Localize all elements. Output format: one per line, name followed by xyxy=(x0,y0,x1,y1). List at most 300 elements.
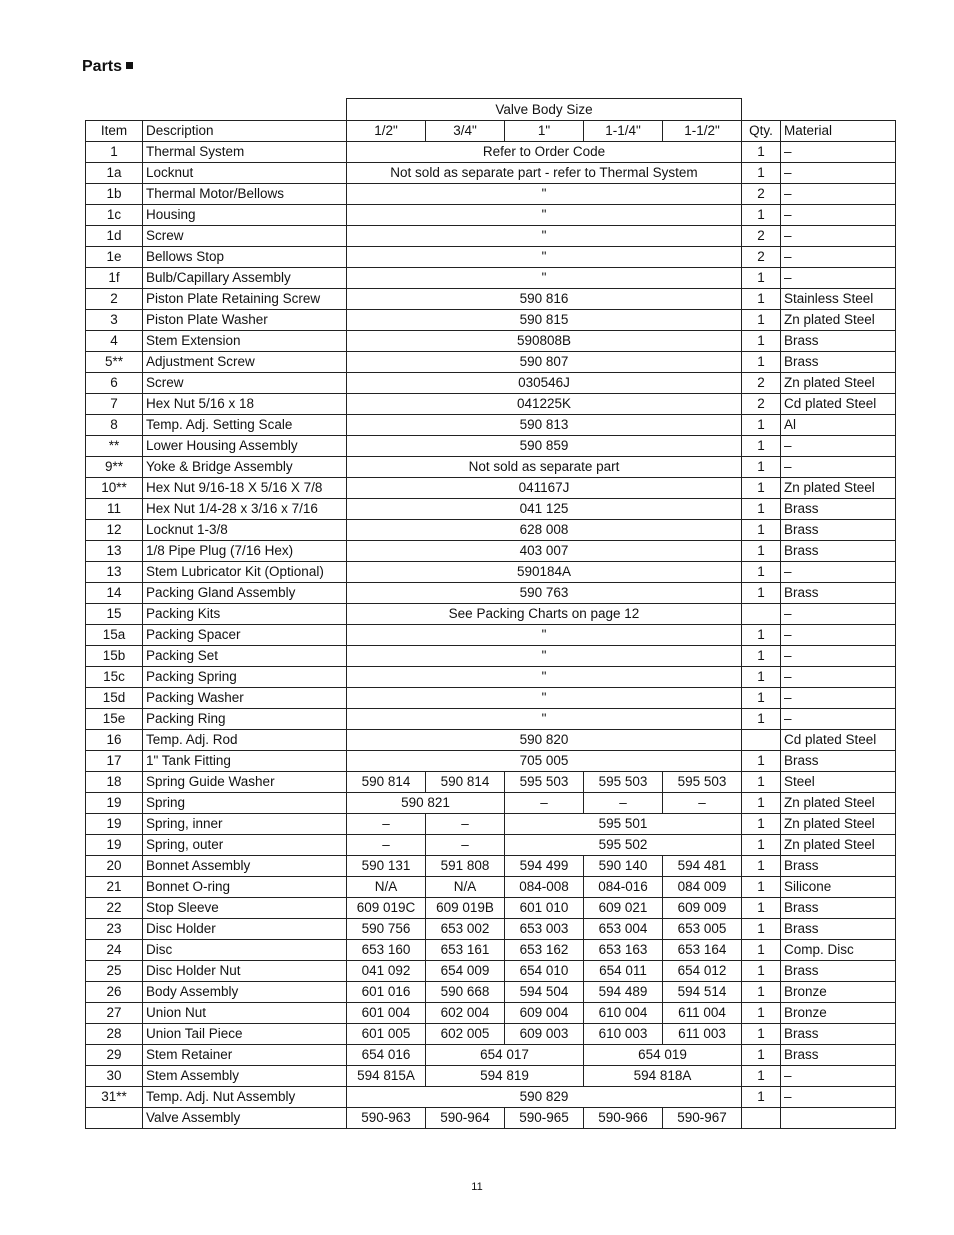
qty-cell: 1 xyxy=(742,1024,781,1045)
item-cell: 9** xyxy=(86,457,143,478)
part-number-cell: 590 763 xyxy=(347,583,742,604)
part-number-cell: 590 820 xyxy=(347,730,742,751)
part-number-cell: 591 808 xyxy=(426,856,505,877)
part-number-cell: 041 125 xyxy=(347,499,742,520)
item-cell: 5** xyxy=(86,352,143,373)
table-row xyxy=(86,604,896,625)
material-cell: – xyxy=(781,184,896,205)
item-cell: 6 xyxy=(86,373,143,394)
description-cell: Stem Lubricator Kit (Optional) xyxy=(143,562,347,583)
parts-table-body xyxy=(86,142,896,1129)
part-number-cell: 590 756 xyxy=(347,919,426,940)
valve-body-size-header: Valve Body Size xyxy=(347,99,742,121)
part-number-cell: 653 163 xyxy=(584,940,663,961)
material-cell: – xyxy=(781,226,896,247)
part-number-cell: 601 010 xyxy=(505,898,584,919)
part-number-cell: 590808B xyxy=(347,331,742,352)
part-number-cell: 609 019B xyxy=(426,898,505,919)
table-row xyxy=(86,793,896,814)
part-number-cell: 609 019C xyxy=(347,898,426,919)
item-cell: 15c xyxy=(86,667,143,688)
item-cell: 2 xyxy=(86,289,143,310)
item-cell: 19 xyxy=(86,793,143,814)
description-cell: Packing Spring xyxy=(143,667,347,688)
part-number-cell: 653 002 xyxy=(426,919,505,940)
part-number-cell: 602 004 xyxy=(426,1003,505,1024)
description-cell: Disc Holder xyxy=(143,919,347,940)
part-number-cell: – xyxy=(584,793,663,814)
part-number-cell: 590 668 xyxy=(426,982,505,1003)
description-cell: Lower Housing Assembly xyxy=(143,436,347,457)
table-row xyxy=(86,289,896,310)
qty-cell: 1 xyxy=(742,982,781,1003)
description-cell: Packing Washer xyxy=(143,688,347,709)
item-cell: 14 xyxy=(86,583,143,604)
item-cell: 1d xyxy=(86,226,143,247)
part-number-cell: 041225K xyxy=(347,394,742,415)
part-number-cell: 594 504 xyxy=(505,982,584,1003)
item-cell: 13 xyxy=(86,562,143,583)
material-cell: – xyxy=(781,562,896,583)
qty-cell: 1 xyxy=(742,709,781,730)
page-number: 11 xyxy=(471,1181,483,1193)
material-cell: Steel xyxy=(781,772,896,793)
qty-cell: 1 xyxy=(742,1045,781,1066)
material-cell: Zn plated Steel xyxy=(781,814,896,835)
item-cell: 19 xyxy=(86,814,143,835)
qty-cell: 1 xyxy=(742,205,781,226)
item-cell: 1 xyxy=(86,142,143,163)
description-cell: Union Nut xyxy=(143,1003,347,1024)
part-number-cell: – xyxy=(426,814,505,835)
part-number-cell: 594 481 xyxy=(663,856,742,877)
material-cell: Brass xyxy=(781,919,896,940)
part-number-cell: " xyxy=(347,667,742,688)
material-cell: – xyxy=(781,457,896,478)
qty-cell: 1 xyxy=(742,1066,781,1087)
part-number-cell: " xyxy=(347,226,742,247)
material-cell: Brass xyxy=(781,331,896,352)
description-cell: Bellows Stop xyxy=(143,247,347,268)
table-row xyxy=(86,184,896,205)
item-cell: 21 xyxy=(86,877,143,898)
blank-cell xyxy=(86,99,347,121)
qty-cell: 1 xyxy=(742,520,781,541)
part-number-cell: 590-964 xyxy=(426,1108,505,1129)
description-cell: Locknut xyxy=(143,163,347,184)
part-number-cell: " xyxy=(347,646,742,667)
part-number-cell: 653 003 xyxy=(505,919,584,940)
description-cell: Screw xyxy=(143,226,347,247)
qty-cell xyxy=(742,604,781,625)
part-number-cell: 594 489 xyxy=(584,982,663,1003)
part-number-cell: 653 162 xyxy=(505,940,584,961)
description-cell: Thermal System xyxy=(143,142,347,163)
part-number-cell: 610 003 xyxy=(584,1024,663,1045)
description-cell: Stop Sleeve xyxy=(143,898,347,919)
material-cell: – xyxy=(781,646,896,667)
part-number-cell: 595 503 xyxy=(663,772,742,793)
table-row xyxy=(86,247,896,268)
table-row xyxy=(86,436,896,457)
part-number-cell: 590-965 xyxy=(505,1108,584,1129)
item-cell: 26 xyxy=(86,982,143,1003)
material-cell: Brass xyxy=(781,1045,896,1066)
description-cell: Yoke & Bridge Assembly xyxy=(143,457,347,478)
material-cell: Brass xyxy=(781,856,896,877)
qty-cell: 1 xyxy=(742,352,781,373)
qty-cell: 1 xyxy=(742,751,781,772)
part-number-cell: 653 004 xyxy=(584,919,663,940)
item-cell xyxy=(86,1108,143,1129)
qty-cell: 1 xyxy=(742,625,781,646)
part-number-cell: – xyxy=(347,814,426,835)
part-number-cell: 611 003 xyxy=(663,1024,742,1045)
table-row xyxy=(86,646,896,667)
item-cell: 3 xyxy=(86,310,143,331)
item-cell: 20 xyxy=(86,856,143,877)
table-row xyxy=(86,940,896,961)
part-number-cell: 590 807 xyxy=(347,352,742,373)
description-cell: Hex Nut 9/16-18 X 5/16 X 7/8 xyxy=(143,478,347,499)
item-cell: 31** xyxy=(86,1087,143,1108)
material-cell: Brass xyxy=(781,541,896,562)
description-cell: Spring, inner xyxy=(143,814,347,835)
item-cell: 19 xyxy=(86,835,143,856)
description-cell: Stem Extension xyxy=(143,331,347,352)
table-row xyxy=(86,856,896,877)
description-cell: Temp. Adj. Nut Assembly xyxy=(143,1087,347,1108)
part-number-cell: 041167J xyxy=(347,478,742,499)
part-number-cell: 590 815 xyxy=(347,310,742,331)
material-cell: Comp. Disc xyxy=(781,940,896,961)
part-number-cell: 609 003 xyxy=(505,1024,584,1045)
item-cell: 29 xyxy=(86,1045,143,1066)
part-number-cell: 601 004 xyxy=(347,1003,426,1024)
material-cell: Bronze xyxy=(781,982,896,1003)
part-number-cell: See Packing Charts on page 12 xyxy=(347,604,742,625)
table-row xyxy=(86,310,896,331)
description-cell: Packing Set xyxy=(143,646,347,667)
table-row xyxy=(86,583,896,604)
description-cell: 1" Tank Fitting xyxy=(143,751,347,772)
description-cell: Disc Holder Nut xyxy=(143,961,347,982)
qty-cell: 1 xyxy=(742,436,781,457)
qty-cell: 2 xyxy=(742,247,781,268)
table-row xyxy=(86,415,896,436)
table-row xyxy=(86,163,896,184)
item-cell: 13 xyxy=(86,541,143,562)
description-cell: Piston Plate Retaining Screw xyxy=(143,289,347,310)
description-cell: Hex Nut 5/16 x 18 xyxy=(143,394,347,415)
part-number-cell: " xyxy=(347,184,742,205)
qty-cell: 1 xyxy=(742,898,781,919)
description-cell: Bonnet O-ring xyxy=(143,877,347,898)
qty-cell: 1 xyxy=(742,814,781,835)
item-cell: 15d xyxy=(86,688,143,709)
description-cell: Bonnet Assembly xyxy=(143,856,347,877)
description-cell: 1/8 Pipe Plug (7/16 Hex) xyxy=(143,541,347,562)
material-cell: – xyxy=(781,268,896,289)
description-cell: Spring xyxy=(143,793,347,814)
part-number-cell: 654 016 xyxy=(347,1045,426,1066)
material-cell: Stainless Steel xyxy=(781,289,896,310)
material-cell: Brass xyxy=(781,961,896,982)
item-cell: 25 xyxy=(86,961,143,982)
material-cell: – xyxy=(781,205,896,226)
table-row xyxy=(86,1087,896,1108)
table-row xyxy=(86,331,896,352)
part-number-cell: 654 011 xyxy=(584,961,663,982)
material-cell: Zn plated Steel xyxy=(781,310,896,331)
table-row xyxy=(86,520,896,541)
table-row xyxy=(86,1024,896,1045)
qty-cell: 1 xyxy=(742,415,781,436)
qty-cell: 1 xyxy=(742,1087,781,1108)
table-row xyxy=(86,982,896,1003)
material-cell: – xyxy=(781,1087,896,1108)
part-number-cell: 653 161 xyxy=(426,940,505,961)
part-number-cell: 594 514 xyxy=(663,982,742,1003)
item-cell: 15 xyxy=(86,604,143,625)
qty-cell: 1 xyxy=(742,142,781,163)
material-cell: Cd plated Steel xyxy=(781,730,896,751)
material-cell: – xyxy=(781,625,896,646)
description-cell: Temp. Adj. Setting Scale xyxy=(143,415,347,436)
table-row xyxy=(86,1066,896,1087)
item-cell: 1f xyxy=(86,268,143,289)
description-cell: Stem Retainer xyxy=(143,1045,347,1066)
qty-cell: 1 xyxy=(742,940,781,961)
part-number-cell: 609 021 xyxy=(584,898,663,919)
qty-cell: 1 xyxy=(742,457,781,478)
part-number-cell: 590-967 xyxy=(663,1108,742,1129)
item-cell: 1e xyxy=(86,247,143,268)
part-number-cell: 590 859 xyxy=(347,436,742,457)
part-number-cell: N/A xyxy=(426,877,505,898)
material-cell: – xyxy=(781,1066,896,1087)
table-row xyxy=(86,814,896,835)
part-number-cell: 601 005 xyxy=(347,1024,426,1045)
table-row xyxy=(86,205,896,226)
part-number-cell: 611 004 xyxy=(663,1003,742,1024)
part-number-cell: – xyxy=(505,793,584,814)
item-cell: 7 xyxy=(86,394,143,415)
part-number-cell: 590 140 xyxy=(584,856,663,877)
part-number-cell: Not sold as separate part xyxy=(347,457,742,478)
part-number-cell: 594 815A xyxy=(347,1066,426,1087)
part-number-cell: " xyxy=(347,688,742,709)
part-number-cell: 595 502 xyxy=(505,835,742,856)
qty-cell: 1 xyxy=(742,646,781,667)
material-cell: Bronze xyxy=(781,1003,896,1024)
qty-cell: 1 xyxy=(742,877,781,898)
item-cell: 1a xyxy=(86,163,143,184)
qty-cell: 1 xyxy=(742,667,781,688)
item-cell: 22 xyxy=(86,898,143,919)
part-number-cell: 654 012 xyxy=(663,961,742,982)
description-cell: Piston Plate Washer xyxy=(143,310,347,331)
part-number-cell: 601 016 xyxy=(347,982,426,1003)
table-row xyxy=(86,1108,896,1129)
qty-cell: 2 xyxy=(742,184,781,205)
material-cell: Brass xyxy=(781,583,896,604)
qty-cell xyxy=(742,1108,781,1129)
qty-cell: 1 xyxy=(742,289,781,310)
description-cell: Screw xyxy=(143,373,347,394)
part-number-cell: 084-008 xyxy=(505,877,584,898)
material-cell: – xyxy=(781,604,896,625)
material-cell: – xyxy=(781,436,896,457)
table-row xyxy=(86,562,896,583)
part-number-cell: 594 818A xyxy=(584,1066,742,1087)
part-number-cell: 654 019 xyxy=(584,1045,742,1066)
table-row xyxy=(86,730,896,751)
description-cell: Valve Assembly xyxy=(143,1108,347,1129)
material-cell: Zn plated Steel xyxy=(781,373,896,394)
qty-cell: 1 xyxy=(742,583,781,604)
part-number-cell: 595 503 xyxy=(584,772,663,793)
table-row xyxy=(86,457,896,478)
part-number-cell: Not sold as separate part - refer to Thermal System xyxy=(347,163,742,184)
part-number-cell: " xyxy=(347,625,742,646)
material-cell: – xyxy=(781,667,896,688)
material-cell: – xyxy=(781,688,896,709)
col-header-size: 1-1/2" xyxy=(663,121,742,142)
table-row xyxy=(86,142,896,163)
table-row xyxy=(86,352,896,373)
part-number-cell: 590 814 xyxy=(347,772,426,793)
col-header-size: 1-1/4" xyxy=(584,121,663,142)
item-cell: 4 xyxy=(86,331,143,352)
part-number-cell: 590 814 xyxy=(426,772,505,793)
table-row xyxy=(86,226,896,247)
part-number-cell: 609 009 xyxy=(663,898,742,919)
parts-table xyxy=(85,98,896,1129)
material-cell: Zn plated Steel xyxy=(781,478,896,499)
table-row xyxy=(86,625,896,646)
table-row xyxy=(86,667,896,688)
qty-cell: 1 xyxy=(742,541,781,562)
part-number-cell: 030546J xyxy=(347,373,742,394)
part-number-cell: 654 009 xyxy=(426,961,505,982)
item-cell: 24 xyxy=(86,940,143,961)
part-number-cell: 590 829 xyxy=(347,1087,742,1108)
material-cell xyxy=(781,1108,896,1129)
material-cell: Brass xyxy=(781,898,896,919)
part-number-cell: – xyxy=(426,835,505,856)
material-cell: – xyxy=(781,247,896,268)
part-number-cell: 590184A xyxy=(347,562,742,583)
col-header-size: 3/4" xyxy=(426,121,505,142)
item-cell: 23 xyxy=(86,919,143,940)
item-cell: ** xyxy=(86,436,143,457)
description-cell: Disc xyxy=(143,940,347,961)
table-row xyxy=(86,961,896,982)
material-cell: Al xyxy=(781,415,896,436)
material-cell: Cd plated Steel xyxy=(781,394,896,415)
part-number-cell: 590 813 xyxy=(347,415,742,436)
item-cell: 8 xyxy=(86,415,143,436)
item-cell: 1b xyxy=(86,184,143,205)
description-cell: Body Assembly xyxy=(143,982,347,1003)
table-row xyxy=(86,688,896,709)
square-bullet-icon xyxy=(126,62,133,69)
qty-cell: 1 xyxy=(742,1003,781,1024)
col-header-description: Description xyxy=(143,121,347,142)
table-row xyxy=(86,835,896,856)
table-row xyxy=(86,709,896,730)
part-number-cell: " xyxy=(347,247,742,268)
part-number-cell: 654 017 xyxy=(426,1045,584,1066)
item-cell: 28 xyxy=(86,1024,143,1045)
table-row xyxy=(86,1003,896,1024)
description-cell: Adjustment Screw xyxy=(143,352,347,373)
description-cell: Packing Ring xyxy=(143,709,347,730)
item-cell: 17 xyxy=(86,751,143,772)
table-row xyxy=(86,751,896,772)
table-row xyxy=(86,877,896,898)
part-number-cell: 403 007 xyxy=(347,541,742,562)
part-number-cell: 610 004 xyxy=(584,1003,663,1024)
qty-cell: 1 xyxy=(742,268,781,289)
part-number-cell: 590 131 xyxy=(347,856,426,877)
material-cell: Brass xyxy=(781,520,896,541)
part-number-cell: " xyxy=(347,268,742,289)
qty-cell: 1 xyxy=(742,163,781,184)
description-cell: Hex Nut 1/4-28 x 3/16 x 7/16 xyxy=(143,499,347,520)
col-header-size: 1" xyxy=(505,121,584,142)
description-cell: Bulb/Capillary Assembly xyxy=(143,268,347,289)
part-number-cell: – xyxy=(347,835,426,856)
table-row xyxy=(86,919,896,940)
table-row xyxy=(86,772,896,793)
part-number-cell: N/A xyxy=(347,877,426,898)
part-number-cell: 653 164 xyxy=(663,940,742,961)
col-header-item: Item xyxy=(86,121,143,142)
page-heading xyxy=(82,58,133,76)
description-cell: Spring Guide Washer xyxy=(143,772,347,793)
description-cell: Packing Kits xyxy=(143,604,347,625)
qty-cell: 2 xyxy=(742,226,781,247)
part-number-cell: 594 499 xyxy=(505,856,584,877)
material-cell: – xyxy=(781,709,896,730)
material-cell: Brass xyxy=(781,352,896,373)
part-number-cell: – xyxy=(663,793,742,814)
material-cell: Brass xyxy=(781,499,896,520)
item-cell: 15e xyxy=(86,709,143,730)
description-cell: Stem Assembly xyxy=(143,1066,347,1087)
part-number-cell: 653 160 xyxy=(347,940,426,961)
col-header-material: Material xyxy=(781,121,896,142)
part-number-cell: 590-963 xyxy=(347,1108,426,1129)
col-header-size: 1/2" xyxy=(347,121,426,142)
description-cell: Union Tail Piece xyxy=(143,1024,347,1045)
material-cell: Brass xyxy=(781,1024,896,1045)
qty-cell: 1 xyxy=(742,310,781,331)
part-number-cell: 594 819 xyxy=(426,1066,584,1087)
qty-cell: 1 xyxy=(742,562,781,583)
table-row xyxy=(86,394,896,415)
table-row xyxy=(86,499,896,520)
item-cell: 30 xyxy=(86,1066,143,1087)
item-cell: 27 xyxy=(86,1003,143,1024)
qty-cell: 1 xyxy=(742,793,781,814)
material-cell: Zn plated Steel xyxy=(781,835,896,856)
description-cell: Housing xyxy=(143,205,347,226)
material-cell: Silicone xyxy=(781,877,896,898)
qty-cell: 1 xyxy=(742,919,781,940)
